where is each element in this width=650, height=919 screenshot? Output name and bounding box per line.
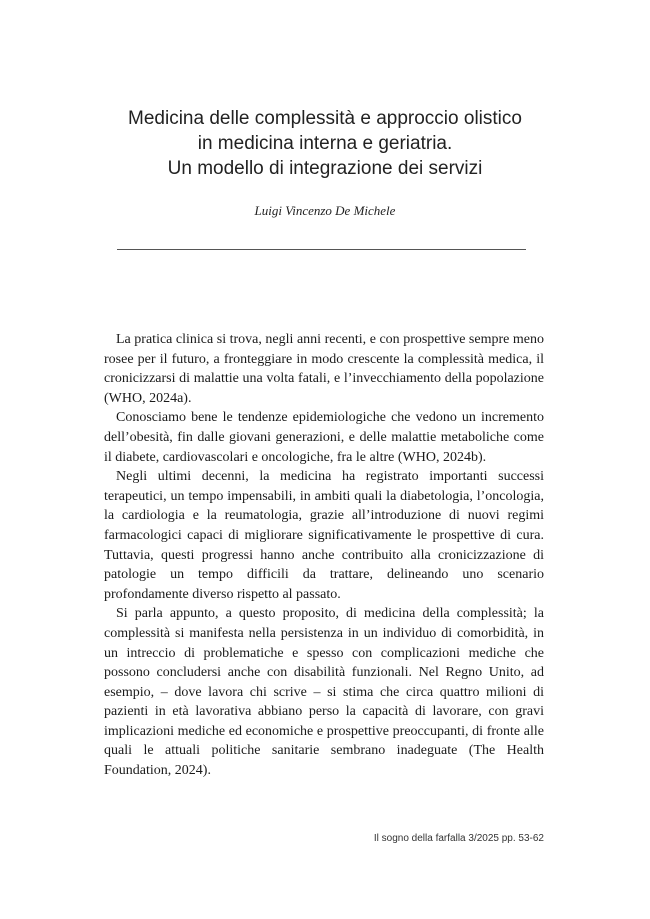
paragraph: Conosciamo bene le tendenze epidemiologiche che vedono un incremento dell’obesità, fin dalle giovani generazioni, e delle malattie metaboliche come il diabete, cardiovascolari e oncologiche, fra le altre (WHO, 2024b). — [104, 410, 544, 465]
title-line: Medicina delle complessità e approccio olistico — [128, 108, 522, 129]
article-body — [104, 330, 544, 781]
paragraph: Negli ultimi decenni, la medicina ha registrato importanti successi terapeutici, un tempo impensabili, in ambiti quali la diabetologia, l’oncologia, la cardiologia e la reumatologia, grazie all’introduzione di nuovi regimi farmacologici capaci di migliorare significativamente le prospettive di cura. Tuttavia, questi progressi hanno anche contribuito alla cronicizzazione di patologie un tempo difficili da trattare, delineando uno scenario profondamente diverso rispetto al passato. — [104, 469, 544, 602]
title-line: Un modello di integrazione dei servizi — [167, 158, 483, 179]
article-title — [60, 106, 590, 181]
title-divider — [117, 249, 526, 250]
paragraph: Si parla appunto, a questo proposito, di medicina della complessità; la complessità si manifesta nella persistenza in un individuo di comorbidità, in un intreccio di problematiche e spesso con complicazioni mediche che possono concludersi anche con disabilità funzionali. Nel Regno Unito, ad esempio, – dove lavora chi scrive – si stima che circa quattro milioni di pazienti in età lavorativa abbiano perso la capacità di lavorare, con gravi implicazioni mediche ed economiche e prospettive preoccupanti, di fronte alle quali le attuali politiche sanitarie sembrano inadeguate (The Health Foundation, 2024). — [104, 606, 544, 779]
title-line: in medicina interna e geriatria. — [197, 133, 453, 154]
paragraph: La pratica clinica si trova, negli anni recenti, e con prospettive sempre meno rosee per il futuro, a fronteggiare in modo crescente la complessità medica, il cronicizzarsi di malattie una volta fatali, e l’invecchiamento della popolazione (WHO, 2024a). — [104, 332, 544, 406]
author-name: Luigi Vincenzo De Michele — [254, 203, 396, 218]
journal-footer: Il sogno della farfalla 3/2025 pp. 53-62 — [373, 833, 544, 844]
